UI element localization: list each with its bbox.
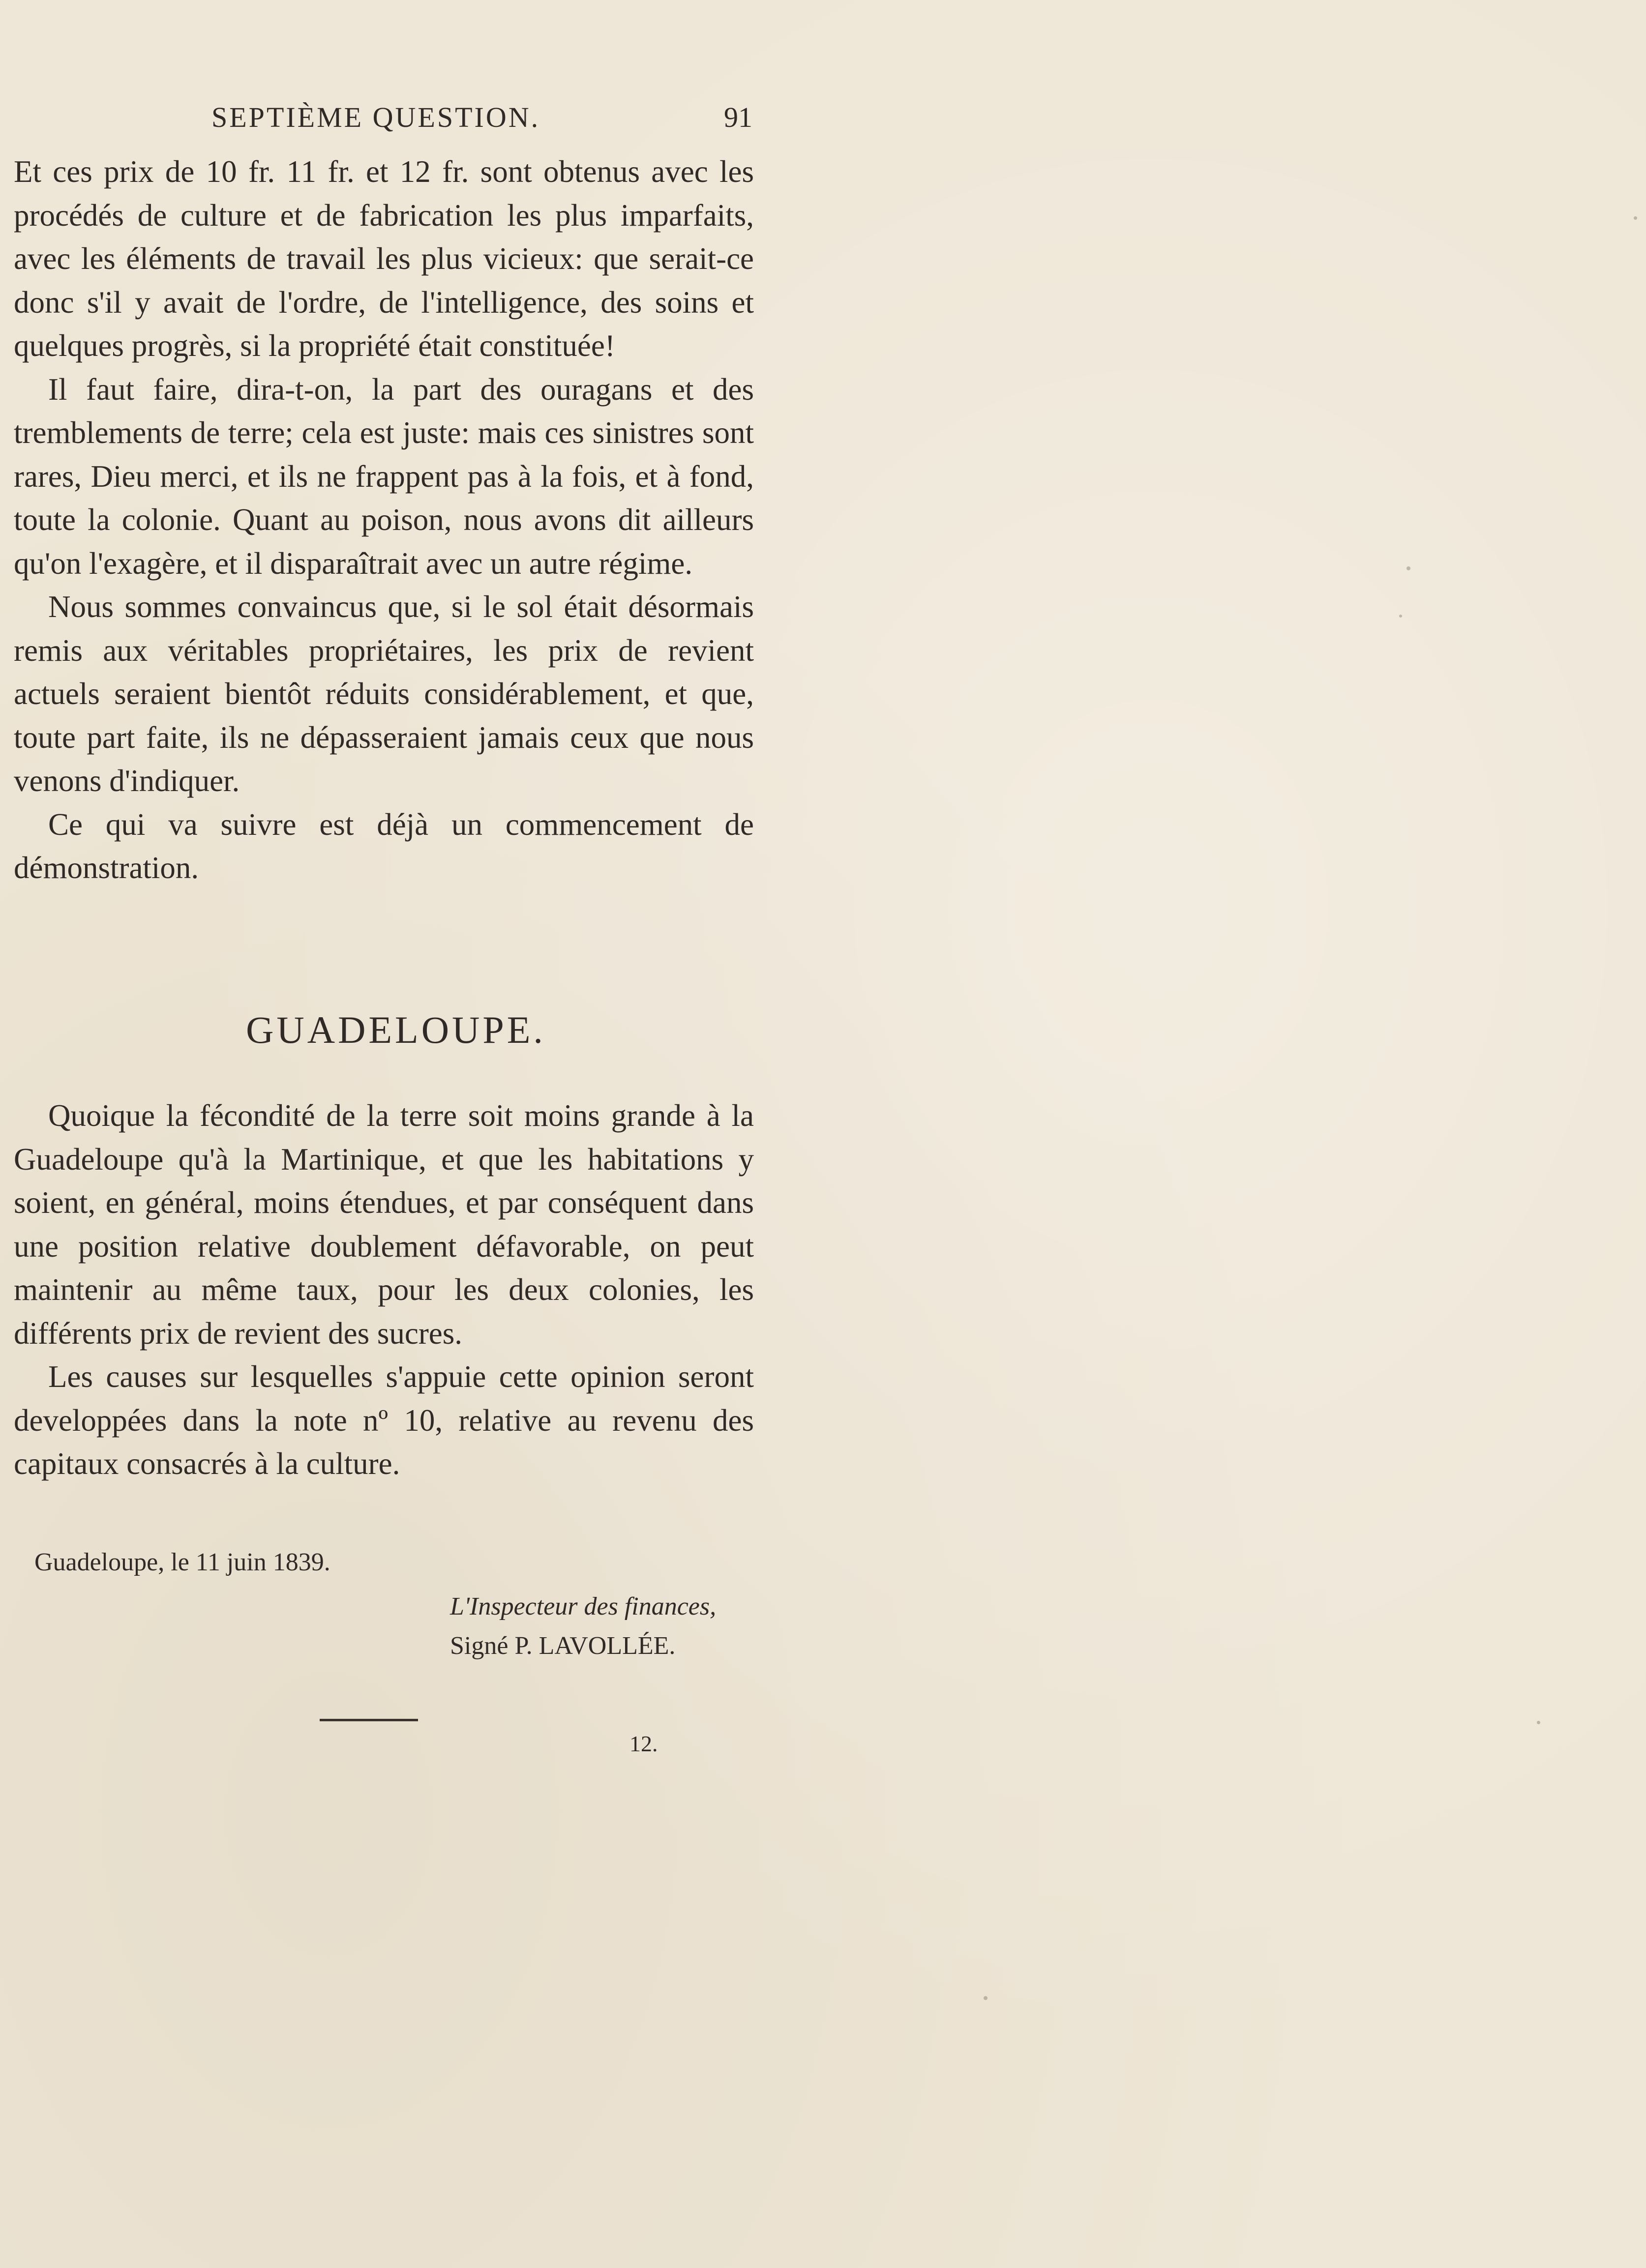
paragraph: Quoique la fécondité de la terre soit moins grande à la Guadeloupe qu'à la Martinique, et que les habitations y soient, en général, moins étendues, et par conséquent dans une position relative doublement défavorable, on peut maintenir au même taux, pour les deux colonies, les différents prix de revient des sucres. bbox=[14, 1098, 754, 1351]
paper-speck bbox=[1407, 566, 1410, 570]
paragraph-continuation: Et ces prix de 10 fr. 11 fr. et 12 fr. sont obtenus avec les procédés de culture et de fabrication les plus imparfaits, avec les éléments de travail les plus vicieux: que serait-ce donc s'il y avait de l'ordre, de l'intelligence, des soins et quelques progrès, si la propriété était constituée! bbox=[14, 154, 754, 363]
paper-speck bbox=[1399, 615, 1402, 618]
page-header bbox=[211, 101, 752, 140]
page-number: 91 bbox=[724, 101, 752, 133]
closing-rule bbox=[320, 1719, 418, 1721]
paragraph: Il faut faire, dira-t-on, la part des ouragans et des tremblements de terre; cela est juste: mais ces sinistres sont rares, Dieu merci, et ils ne frappent pas à la fois, et à fond, toute la colonie. Quant au poison, nous avons dit ailleurs qu'on l'exagère, et il disparaîtrait avec un autre régime. bbox=[14, 372, 754, 581]
signatory-title: L'Inspecteur des finances, bbox=[450, 1592, 717, 1620]
body-text-section bbox=[14, 1094, 754, 1486]
dateline: Guadeloupe, le 11 juin 1839. bbox=[34, 1548, 330, 1576]
paper-speck bbox=[984, 1996, 988, 2000]
running-head: SEPTIÈME QUESTION. bbox=[211, 101, 540, 133]
paragraph: Ce qui va suivre est déjà un commencement de démonstration. bbox=[14, 807, 754, 885]
paragraph: Nous sommes convaincus que, si le sol était désormais remis aux véritables propriétaires, les prix de revient actuels seraient bientôt réduits considérablement, et que, toute part faite, ils ne dépasseraient jamais ceux que nous venons d'indiquer. bbox=[14, 589, 754, 798]
body-text-top bbox=[14, 150, 754, 890]
section-heading: GUADELOUPE. bbox=[246, 1008, 546, 1051]
paper-speck bbox=[1634, 216, 1637, 220]
paper-speck bbox=[1537, 1721, 1540, 1724]
printer-signature-mark: 12. bbox=[629, 1731, 658, 1756]
paragraph: Les causes sur lesquelles s'appuie cette opinion seront developpées dans la note nº 10, relative au revenu des capitaux consacrés à la culture. bbox=[14, 1359, 754, 1481]
signatory-name: Signé P. LAVOLLÉE. bbox=[450, 1632, 676, 1660]
